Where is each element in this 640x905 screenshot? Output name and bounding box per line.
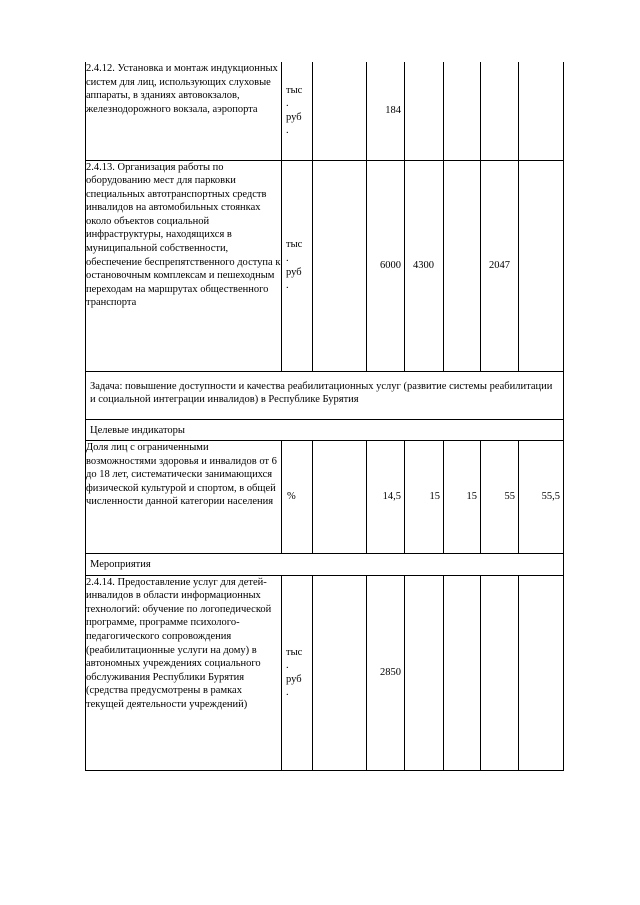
unit-line-2: . [286, 252, 289, 264]
measures-header-cell [86, 554, 564, 576]
indicator-name: Доля лиц с ограниченными возможностями здоровья и инвалидов от 6 до 18 лет, систематически занимающихся физической культурой и спортом, в общей численности данной категории населения [86, 442, 277, 508]
table-row-2-4-12 [86, 62, 564, 160]
value-cell-col2 [367, 160, 405, 371]
value-cell-col6 [519, 575, 564, 770]
measure-name: 2.4.14. Предоставление услуг для детей-инвалидов в области информационных технологий: обучение по логопедической программе, программе психолого-педагогического сопровождения (реабилитационные услуги на дому) в автономных учреждениях социального обслуживания Республики Бурятия (средства предусмотрены в рамках текущей деятельности учреждений) [86, 576, 272, 711]
value-cell-col3 [405, 62, 444, 160]
value-col2: 2850 [380, 666, 401, 678]
value-cell-col1 [313, 575, 367, 770]
targets-header: Целевые индикаторы [90, 424, 185, 436]
unit-cell [282, 62, 313, 160]
table-row-2-4-14 [86, 575, 564, 770]
unit-line-3: руб [286, 111, 302, 123]
unit-percent: % [287, 491, 296, 503]
value-cell-col3 [405, 575, 444, 770]
measure-name: 2.4.13. Организация работы по оборудованию мест для парковки специальных автотранспортных средств инвалидов на автомобильных стоянках около объектов социальной инфраструктуры, находящихся в муниципальной собственности, обеспечение беспрепятственного доступа к остановочным комплексам и пешеходным переходам на маршрутах общественного транспорта [86, 161, 281, 309]
value-col6: 55,5 [541, 491, 560, 503]
value-cell-col2 [367, 441, 405, 554]
unit-line-4: . [286, 687, 289, 699]
value-col5: 55 [504, 491, 515, 503]
value-cell-col1 [313, 62, 367, 160]
value-cell-col2 [367, 575, 405, 770]
targets-header-row [86, 419, 564, 441]
unit-line-4: . [286, 280, 289, 292]
value-col5: 2047 [489, 259, 510, 271]
value-cell-col6 [519, 441, 564, 554]
measure-name-cell [86, 160, 282, 371]
unit-line-3: руб [286, 266, 302, 278]
unit-cell [282, 441, 313, 554]
unit-line-4: . [286, 125, 289, 137]
value-cell-col5 [481, 441, 519, 554]
unit-line-1: тыс [286, 646, 303, 658]
task-row [86, 371, 564, 419]
value-col2: 184 [385, 104, 401, 116]
value-cell-col6 [519, 160, 564, 371]
value-col2: 14,5 [382, 491, 401, 503]
task-text: Задача: повышение доступности и качества реабилитационных услуг (развитие системы реабилитации и социальной интеграции инвалидов) в Республике Бурятия [90, 380, 553, 406]
value-cell-col4 [444, 62, 481, 160]
unit-line-2: . [286, 660, 289, 672]
unit-cell [282, 160, 313, 371]
measure-name: 2.4.12. Установка и монтаж индукционных систем для лиц, использующих слуховые аппараты, в зданиях автовокзалов, железнодорожного вокзала, аэропорта [86, 63, 278, 115]
measures-header: Мероприятия [90, 559, 151, 571]
value-col4: 15 [466, 491, 477, 503]
unit-line-1: тыс [286, 239, 303, 251]
value-cell-col1 [313, 160, 367, 371]
measures-header-row [86, 554, 564, 576]
value-cell-col2 [367, 62, 405, 160]
value-cell-col3 [405, 441, 444, 554]
targets-header-cell [86, 419, 564, 441]
value-cell-col5 [481, 160, 519, 371]
value-col2: 6000 [380, 259, 401, 271]
unit-line-1: тыс [286, 84, 303, 96]
value-cell-col4 [444, 441, 481, 554]
value-cell-col1 [313, 441, 367, 554]
value-cell-col5 [481, 62, 519, 160]
value-cell-col5 [481, 575, 519, 770]
task-cell [86, 371, 564, 419]
measure-name-cell [86, 575, 282, 770]
value-col3: 15 [429, 491, 440, 503]
value-col3: 4300 [413, 259, 434, 271]
unit-line-3: руб [286, 673, 302, 685]
indicator-name-cell [86, 441, 282, 554]
value-cell-col4 [444, 575, 481, 770]
value-cell-col6 [519, 62, 564, 160]
unit-line-2: . [286, 98, 289, 110]
measure-name-cell [86, 62, 282, 160]
program-table [85, 62, 564, 771]
table-row-indicator [86, 441, 564, 554]
value-cell-col4 [444, 160, 481, 371]
unit-cell [282, 575, 313, 770]
value-cell-col3 [405, 160, 444, 371]
table-row-2-4-13 [86, 160, 564, 371]
